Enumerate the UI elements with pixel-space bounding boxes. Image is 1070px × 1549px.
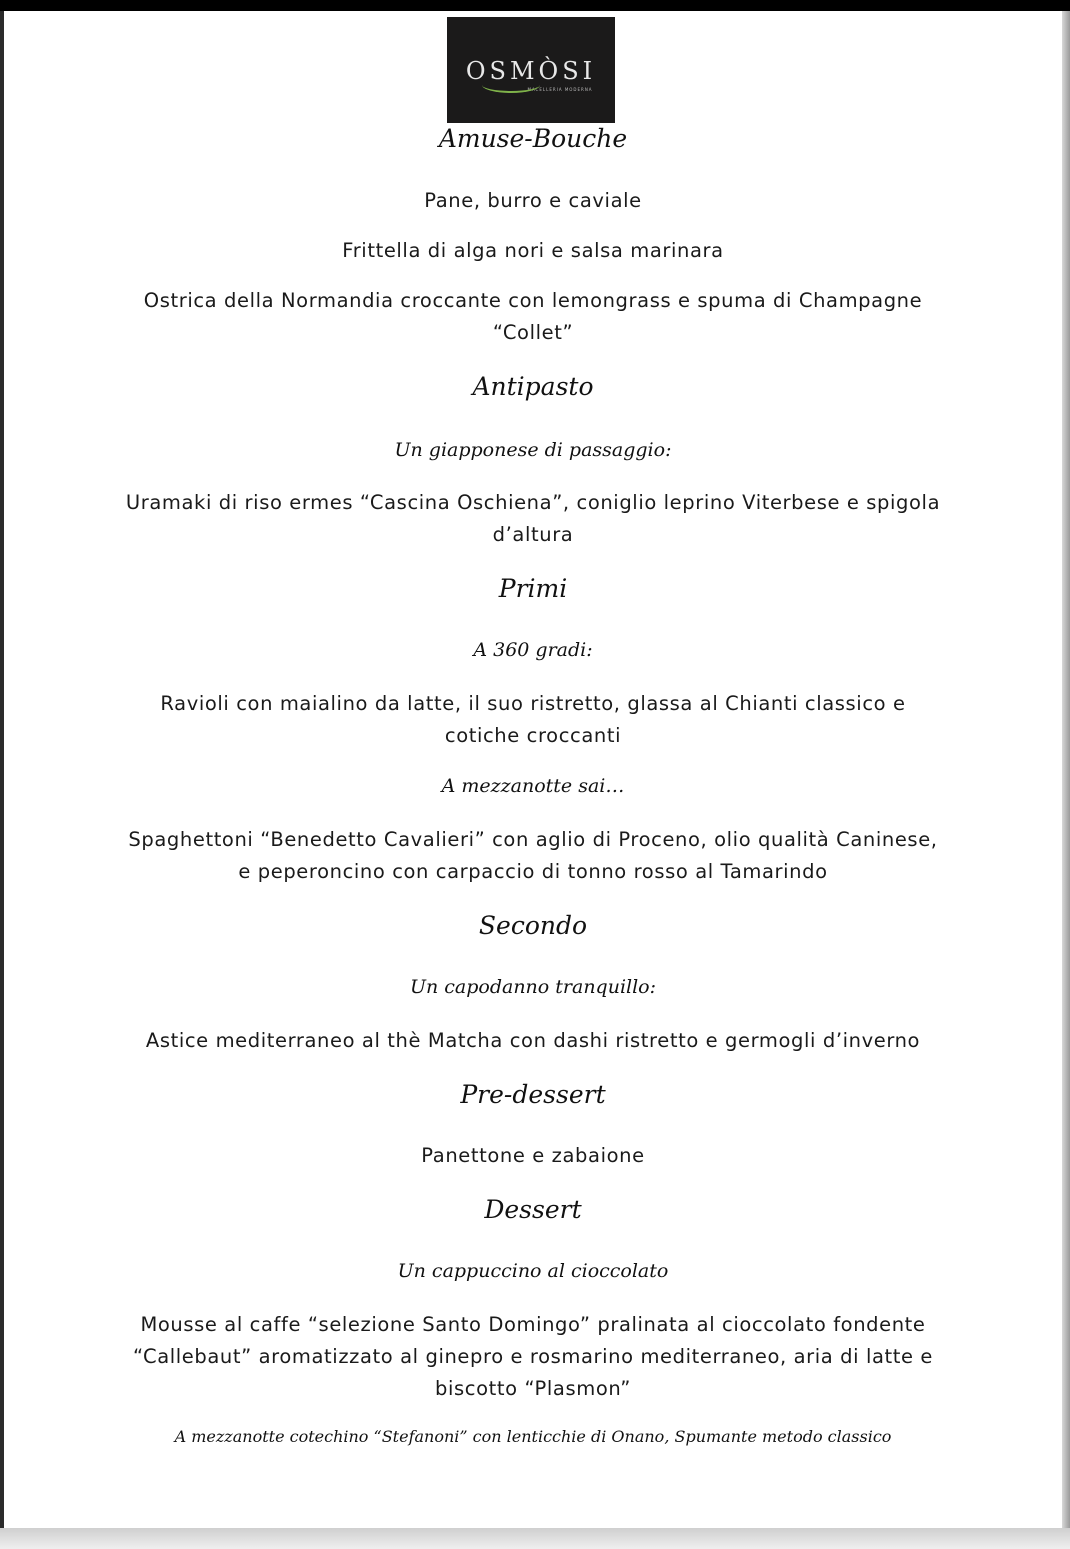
dish-line: Ostrica della Normandia croccante con lemongrass e spuma di Champagne — [143, 289, 923, 312]
restaurant-logo — [447, 17, 615, 123]
logo-tagline: MACELLERIA MODERNA — [527, 86, 593, 92]
dish-line: cotiche croccanti — [444, 724, 622, 747]
section-heading-secondo: Secondo — [478, 911, 588, 940]
dish-subtitle: Un giapponese di passaggio: — [394, 439, 672, 461]
section-heading-dessert: Dessert — [484, 1195, 582, 1224]
dish-line: e peperoncino con carpaccio di tonno rosso al Tamarindo — [238, 860, 828, 883]
dish-line: Frittella di alga nori e salsa marinara — [342, 239, 724, 262]
dish-line: Astice mediterraneo al thè Matcha con dashi ristretto e germogli d’inverno — [145, 1029, 921, 1052]
top-border — [0, 0, 1070, 11]
dish-line: biscotto “Plasmon” — [435, 1377, 631, 1400]
menu-footnote: A mezzanotte cotechino “Stefanoni” con lenticchie di Onano, Spumante metodo classico — [174, 1427, 892, 1446]
dish-line: d’altura — [492, 523, 574, 546]
right-border — [1062, 11, 1070, 1549]
dish-line: Pane, burro e caviale — [424, 189, 642, 212]
section-heading-amuse-bouche: Amuse-Bouche — [438, 124, 628, 153]
bottom-border — [0, 1528, 1070, 1549]
section-heading-antipasto: Antipasto — [472, 372, 594, 401]
dish-line: “Callebaut” aromatizzato al ginepro e rosmarino mediterraneo, aria di latte e — [133, 1345, 933, 1368]
dish-line: “Collet” — [492, 321, 574, 344]
dish-line: Uramaki di riso ermes “Cascina Oschiena”, coniglio leprino Viterbese e spigola — [125, 491, 941, 514]
dish-line: Spaghettoni “Benedetto Cavalieri” con aglio di Proceno, olio qualità Caninese, — [128, 828, 938, 851]
dish-subtitle: Un capodanno tranquillo: — [409, 976, 657, 998]
menu-page — [4, 11, 1062, 1528]
dish-line: Mousse al caffe “selezione Santo Domingo” pralinata al cioccolato fondente — [140, 1313, 926, 1336]
logo-wordmark: OSMÒSI — [466, 57, 596, 85]
dish-line: Panettone e zabaione — [421, 1144, 645, 1167]
logo-swoosh-icon — [482, 77, 540, 93]
section-heading-pre-dessert: Pre-dessert — [460, 1080, 606, 1109]
dish-subtitle: A mezzanotte sai… — [441, 775, 625, 797]
dish-subtitle: Un cappuccino al cioccolato — [397, 1260, 669, 1282]
dish-line: Ravioli con maialino da latte, il suo ristretto, glassa al Chianti classico e — [160, 692, 906, 715]
dish-subtitle: A 360 gradi: — [473, 639, 593, 661]
section-heading-primi: Primi — [498, 574, 568, 603]
